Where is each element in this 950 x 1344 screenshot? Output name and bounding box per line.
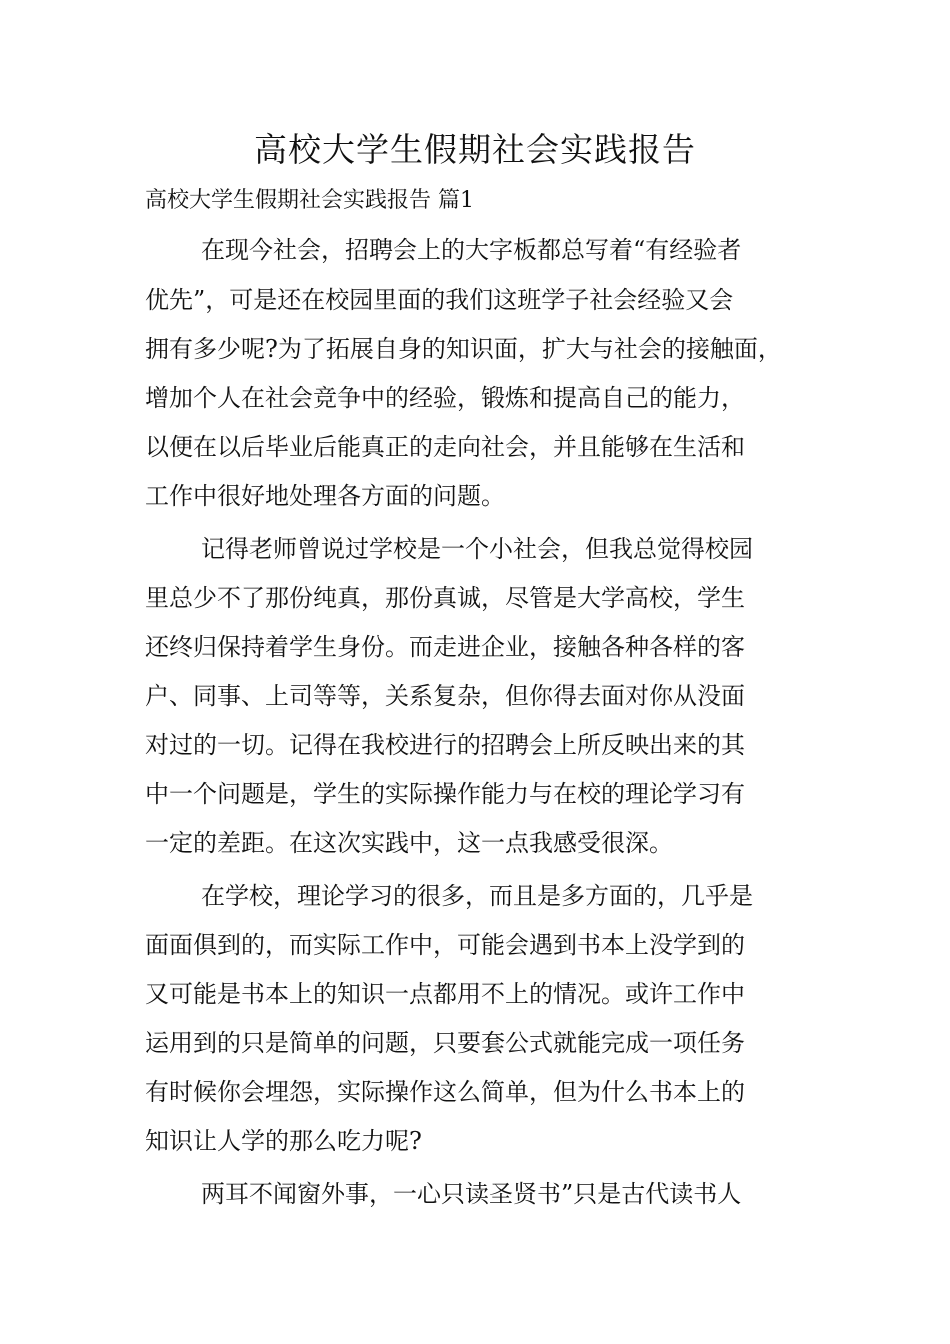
paragraph-2-line-5: 对过的一切。记得在我校进行的招聘会上所反映出来的其 xyxy=(145,731,745,759)
paragraph-3-line-1: 在学校，理论学习的很多，而且是多方面的，几乎是 xyxy=(201,882,753,910)
paragraph-1-line-1: 在现今社会，招聘会上的大字板都总写着“有经验者 xyxy=(201,236,742,264)
paragraph-3-line-3: 又可能是书本上的知识一点都用不上的情况。或许工作中 xyxy=(145,980,745,1008)
paragraph-4-line-1: 两耳不闻窗外事，一心只读圣贤书”只是古代读书人 xyxy=(201,1180,742,1208)
paragraph-2-line-7: 一定的差距。在这次实践中，这一点我感受很深。 xyxy=(145,829,673,857)
paragraph-1-line-2: 优先”，可是还在校园里面的我们这班学子社会经验又会 xyxy=(145,286,734,314)
paragraph-2-line-4: 户、同事、上司等等，关系复杂，但你得去面对你从没面 xyxy=(145,682,745,710)
paragraph-1-line-3: 拥有多少呢?为了拓展自身的知识面，扩大与社会的接触面， xyxy=(145,335,782,363)
paragraph-2-line-2: 里总少不了那份纯真，那份真诚，尽管是大学高校，学生 xyxy=(145,584,745,612)
paragraph-1-line-4: 增加个人在社会竞争中的经验，锻炼和提高自己的能力， xyxy=(145,384,745,412)
paragraph-2-line-1: 记得老师曾说过学校是一个小社会，但我总觉得校园 xyxy=(201,535,753,563)
document-title: 高校大学生假期社会实践报告 xyxy=(254,130,696,169)
paragraph-1-line-6: 工作中很好地处理各方面的问题。 xyxy=(145,482,505,510)
paragraph-3-line-6: 知识让人学的那么吃力呢? xyxy=(145,1127,422,1155)
paragraph-3-line-5: 有时候你会埋怨，实际操作这么简单，但为什么书本上的 xyxy=(145,1078,745,1106)
paragraph-2-line-3: 还终归保持着学生身份。而走进企业，接触各种各样的客 xyxy=(145,633,745,661)
paragraph-2-line-6: 中一个问题是，学生的实际操作能力与在校的理论学习有 xyxy=(145,780,745,808)
document-subtitle: 高校大学生假期社会实践报告 篇1 xyxy=(145,188,474,213)
paragraph-3-line-4: 运用到的只是简单的问题，只要套公式就能完成一项任务 xyxy=(145,1029,745,1057)
paragraph-1-line-5: 以便在以后毕业后能真正的走向社会，并且能够在生活和 xyxy=(145,433,745,461)
paragraph-3-line-2: 面面俱到的，而实际工作中，可能会遇到书本上没学到的 xyxy=(145,931,745,959)
